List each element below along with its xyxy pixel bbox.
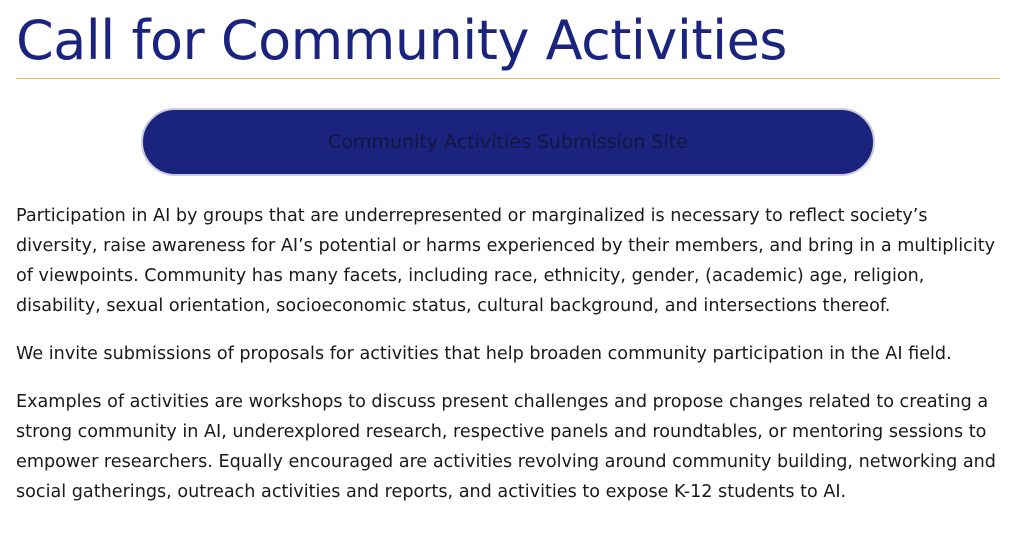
submission-site-button-label: Community Activities Submission Site xyxy=(328,131,688,153)
paragraph-participation: Participation in AI by groups that are underrepresented or marginalized is necessary to reflect society’s diversity, raise awareness for AI’s potential or harms experienced by their members, and bring in a multiplicity of viewpoints. Community has many facets, including race, ethnicity, gender, (academic) age, religion, disability, sexual orientation, socioeconomic status, cultural background, and intersections thereof. xyxy=(16,206,996,316)
page-title: Call for Community Activities xyxy=(16,9,787,72)
title-divider xyxy=(16,78,1000,79)
paragraph-invitation: We invite submissions of proposals for activities that help broaden community participation in the AI field. xyxy=(16,344,952,364)
paragraph-examples: Examples of activities are workshops to discuss present challenges and propose changes related to creating a strong community in AI, underexplored research, respective panels and roundtables, or mentoring sessions to empower researchers. Equally encouraged are activities revolving around community building, networking and social gatherings, outreach activities and reports, and activities to expose K-12 students to AI. xyxy=(16,392,996,502)
button-container xyxy=(16,108,1000,176)
submission-site-button[interactable] xyxy=(141,108,875,176)
content-body xyxy=(16,201,1000,507)
